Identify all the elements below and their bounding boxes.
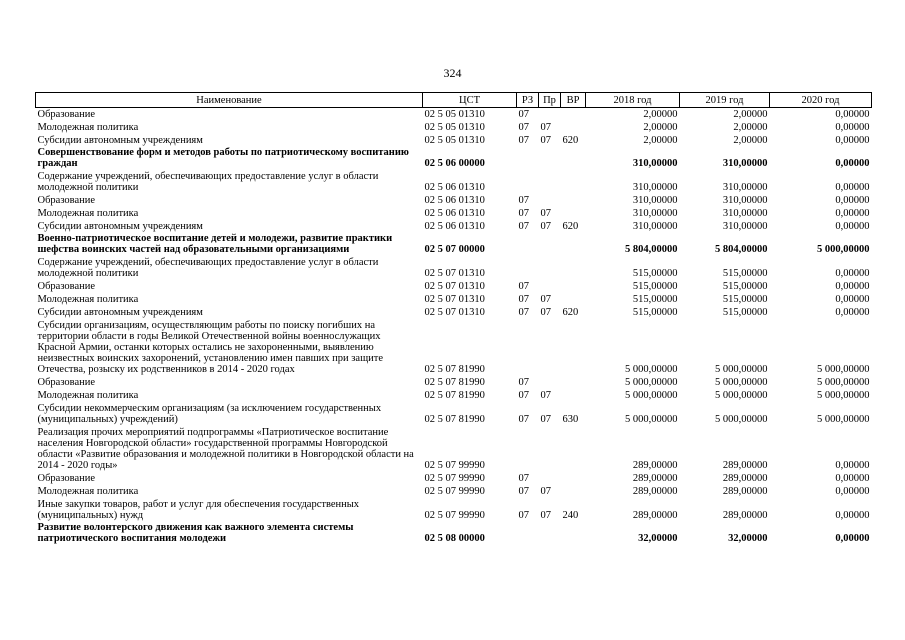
cell-rz: 07	[518, 135, 529, 146]
cell-2020: 0,00000	[835, 122, 870, 133]
cell-vr	[561, 108, 586, 122]
cell-cst: 02 5 06 01310	[424, 182, 485, 193]
table-row	[36, 121, 872, 134]
cell-rz: 07	[518, 473, 529, 484]
cell-2018: 5 000,00000	[625, 364, 678, 375]
cell-rz: 07	[518, 294, 529, 305]
cell-pr	[539, 108, 561, 122]
cell-pr: 07	[540, 135, 551, 146]
cell-rz	[517, 170, 539, 194]
cell-vr	[561, 256, 586, 280]
cell-cst: 02 5 07 01310	[424, 294, 485, 305]
cell-2018: 5 804,00000	[625, 244, 678, 255]
cell-cst: 02 5 07 99990	[424, 510, 485, 521]
cell-rz: 07	[518, 510, 529, 521]
cell-2020: 0,00000	[835, 268, 870, 279]
cell-cst: 02 5 08 00000	[424, 533, 485, 544]
cell-2020: 5 000,00000	[817, 364, 870, 375]
cell-name: Молодежная политика	[37, 208, 139, 219]
cell-2019: 2,00000	[733, 122, 768, 133]
cell-name: Молодежная политика	[37, 122, 139, 133]
cell-cst: 02 5 07 01310	[424, 307, 485, 318]
cell-cst: 02 5 07 99990	[424, 486, 485, 497]
cell-name: Развитие волонтерского движения как важного элемента системы патриотического воспитания молодежи	[37, 522, 354, 544]
cell-name: Реализация прочих мероприятий подпрограммы «Патриотическое воспитание населения Новгородской области» государственной программы Новгородской области «Развитие образования и молодежной политики в Новгородской области на 2014 - 2020 годы»	[37, 427, 414, 471]
cell-cst: 02 5 06 01310	[424, 221, 485, 232]
table-row	[36, 134, 872, 147]
cell-pr: 07	[540, 510, 551, 521]
cell-2020: 0,00000	[835, 158, 870, 169]
cell-cst: 02 5 05 01310	[424, 109, 485, 120]
cell-name: Содержание учреждений, обеспечивающих предоставление услуг в области молодежной политики	[37, 171, 379, 193]
cell-vr	[561, 121, 586, 134]
cell-2018: 310,00000	[632, 208, 678, 219]
cell-pr: 07	[540, 221, 551, 232]
cell-2020: 0,00000	[835, 135, 870, 146]
cell-2020: 0,00000	[835, 473, 870, 484]
cell-pr: 07	[540, 414, 551, 425]
cell-2020: 0,00000	[835, 460, 870, 471]
header-rz: РЗ	[517, 93, 539, 108]
cell-name: Иные закупки товаров, работ и услуг для обеспечения государственных (муниципальных) нужд	[37, 499, 360, 521]
cell-pr	[539, 522, 561, 545]
cell-2020: 0,00000	[835, 182, 870, 193]
table-row	[36, 306, 872, 319]
cell-rz: 07	[518, 414, 529, 425]
cell-pr	[539, 426, 561, 472]
cell-rz: 07	[518, 281, 529, 292]
cell-2020: 0,00000	[835, 510, 870, 521]
cell-2020: 0,00000	[835, 281, 870, 292]
cell-rz: 07	[518, 307, 529, 318]
cell-rz	[517, 522, 539, 545]
header-name: Наименование	[36, 93, 423, 108]
cell-2019: 310,00000	[722, 158, 768, 169]
cell-vr	[561, 293, 586, 306]
cell-rz: 07	[518, 390, 529, 401]
cell-name: Молодежная политика	[37, 294, 139, 305]
cell-2018: 289,00000	[632, 473, 678, 484]
cell-vr	[561, 485, 586, 498]
cell-vr	[561, 389, 586, 402]
table-row	[36, 498, 872, 522]
cell-pr: 07	[540, 122, 551, 133]
cell-vr: 240	[562, 510, 579, 521]
header-cst: ЦСТ	[423, 93, 517, 108]
cell-cst: 02 5 06 01310	[424, 195, 485, 206]
cell-rz: 07	[518, 122, 529, 133]
table-row	[36, 389, 872, 402]
cell-rz	[517, 426, 539, 472]
cell-name: Образование	[37, 109, 96, 120]
cell-name: Образование	[37, 473, 96, 484]
cell-vr: 620	[562, 307, 579, 318]
cell-2019: 32,00000	[728, 533, 768, 544]
cell-2020: 0,00000	[835, 221, 870, 232]
cell-2019: 5 000,00000	[715, 364, 768, 375]
cell-rz: 07	[518, 221, 529, 232]
cell-vr	[561, 233, 586, 256]
cell-2020: 5 000,00000	[817, 414, 870, 425]
cell-vr	[561, 194, 586, 207]
scan-marks	[0, 630, 905, 638]
cell-name: Образование	[37, 377, 96, 388]
cell-name: Образование	[37, 195, 96, 206]
cell-vr: 620	[562, 135, 579, 146]
cell-pr	[539, 280, 561, 293]
cell-cst: 02 5 07 81990	[424, 390, 485, 401]
cell-2018: 2,00000	[643, 109, 678, 120]
cell-pr: 07	[540, 486, 551, 497]
cell-2018: 515,00000	[632, 281, 678, 292]
cell-2018: 289,00000	[632, 510, 678, 521]
cell-cst: 02 5 05 01310	[424, 135, 485, 146]
cell-2018: 32,00000	[638, 533, 678, 544]
table-row	[36, 402, 872, 426]
cell-2019: 310,00000	[722, 221, 768, 232]
cell-2018: 310,00000	[632, 182, 678, 193]
cell-name: Субсидии организациям, осуществляющим работы по поиску погибших на территории области в годы Великой Отечественной войны военнослужащих Красной Армии, останки которых остались не захороненными, выявлению неизвестных воинских захоронений, установлению имен павших при защите Отечества, розыску их родственников в 2014 - 2020 годах	[37, 320, 384, 375]
cell-2019: 289,00000	[722, 473, 768, 484]
cell-2019: 515,00000	[722, 307, 768, 318]
table-row	[36, 108, 872, 122]
cell-vr	[561, 426, 586, 472]
header-2018: 2018 год	[586, 93, 680, 108]
cell-2019: 515,00000	[722, 281, 768, 292]
cell-cst: 02 5 07 81990	[424, 414, 485, 425]
cell-vr	[561, 522, 586, 545]
cell-2019: 515,00000	[722, 268, 768, 279]
table-row	[36, 319, 872, 376]
cell-pr	[539, 147, 561, 170]
cell-rz: 07	[518, 109, 529, 120]
table-row	[36, 256, 872, 280]
cell-2018: 2,00000	[643, 135, 678, 146]
cell-2018: 515,00000	[632, 294, 678, 305]
page-number: 324	[443, 66, 462, 80]
cell-cst: 02 5 06 00000	[424, 158, 485, 169]
cell-vr	[561, 319, 586, 376]
cell-pr: 07	[540, 390, 551, 401]
header-2020: 2020 год	[770, 93, 872, 108]
table-row	[36, 233, 872, 256]
cell-2019: 289,00000	[722, 486, 768, 497]
cell-rz: 07	[518, 377, 529, 388]
cell-rz	[517, 233, 539, 256]
cell-2020: 0,00000	[835, 533, 870, 544]
cell-2018: 310,00000	[632, 221, 678, 232]
cell-cst: 02 5 07 99990	[424, 460, 485, 471]
cell-2020: 0,00000	[835, 486, 870, 497]
cell-2018: 515,00000	[632, 307, 678, 318]
cell-rz: 07	[518, 208, 529, 219]
cell-pr	[539, 256, 561, 280]
cell-2019: 2,00000	[733, 135, 768, 146]
table-row	[36, 220, 872, 233]
table-row	[36, 485, 872, 498]
cell-name: Совершенствование форм и методов работы по патриотическому воспитанию граждан	[37, 147, 409, 169]
cell-pr	[539, 376, 561, 389]
cell-cst: 02 5 07 99990	[424, 473, 485, 484]
table-row	[36, 522, 872, 545]
cell-2020: 5 000,00000	[817, 390, 870, 401]
cell-2019: 289,00000	[722, 510, 768, 521]
cell-name: Содержание учреждений, обеспечивающих предоставление услуг в области молодежной политики	[37, 257, 379, 279]
cell-name: Молодежная политика	[37, 390, 139, 401]
cell-2019: 310,00000	[722, 208, 768, 219]
cell-pr: 07	[540, 208, 551, 219]
cell-rz	[517, 147, 539, 170]
cell-pr	[539, 194, 561, 207]
cell-2019: 310,00000	[722, 182, 768, 193]
cell-2019: 289,00000	[722, 460, 768, 471]
cell-cst: 02 5 07 00000	[424, 244, 485, 255]
cell-2018: 289,00000	[632, 460, 678, 471]
cell-pr: 07	[540, 294, 551, 305]
cell-2018: 515,00000	[632, 268, 678, 279]
header-pr: Пр	[539, 93, 561, 108]
cell-2019: 5 000,00000	[715, 390, 768, 401]
budget-table	[35, 92, 872, 545]
cell-2020: 0,00000	[835, 294, 870, 305]
cell-pr	[539, 233, 561, 256]
cell-2019: 515,00000	[722, 294, 768, 305]
cell-rz	[517, 319, 539, 376]
cell-name: Субсидии некоммерческим организациям (за исключением государственных (муниципальных) учреждений)	[37, 403, 382, 425]
cell-vr	[561, 207, 586, 220]
cell-2019: 2,00000	[733, 109, 768, 120]
table-row	[36, 472, 872, 485]
cell-pr: 07	[540, 307, 551, 318]
cell-2020: 5 000,00000	[817, 377, 870, 388]
cell-name: Военно-патриотическое воспитание детей и молодежи, развитие практики шефства воинских частей над образовательными организациями	[37, 233, 393, 255]
cell-2019: 5 000,00000	[715, 414, 768, 425]
cell-2020: 0,00000	[835, 208, 870, 219]
table-row	[36, 207, 872, 220]
cell-vr: 630	[562, 414, 579, 425]
cell-vr	[561, 376, 586, 389]
cell-2019: 5 000,00000	[715, 377, 768, 388]
table-row	[36, 147, 872, 170]
cell-cst: 02 5 07 81990	[424, 377, 485, 388]
cell-cst: 02 5 07 01310	[424, 268, 485, 279]
cell-2019: 310,00000	[722, 195, 768, 206]
table-row	[36, 170, 872, 194]
table-row	[36, 280, 872, 293]
cell-pr	[539, 319, 561, 376]
cell-vr	[561, 170, 586, 194]
header-2019: 2019 год	[680, 93, 770, 108]
table-body	[36, 108, 872, 546]
cell-vr	[561, 472, 586, 485]
cell-vr	[561, 280, 586, 293]
cell-rz: 07	[518, 486, 529, 497]
cell-cst: 02 5 06 01310	[424, 208, 485, 219]
cell-cst: 02 5 07 01310	[424, 281, 485, 292]
cell-2018: 5 000,00000	[625, 390, 678, 401]
cell-pr	[539, 472, 561, 485]
table-row	[36, 293, 872, 306]
table-row	[36, 426, 872, 472]
cell-name: Субсидии автономным учреждениям	[37, 307, 203, 318]
cell-vr	[561, 147, 586, 170]
cell-2018: 5 000,00000	[625, 414, 678, 425]
cell-2018: 310,00000	[632, 195, 678, 206]
header-vr: ВР	[561, 93, 586, 108]
cell-name: Субсидии автономным учреждениям	[37, 221, 203, 232]
cell-vr: 620	[562, 221, 579, 232]
cell-2020: 5 000,00000	[817, 244, 870, 255]
cell-rz: 07	[518, 195, 529, 206]
cell-2018: 310,00000	[632, 158, 678, 169]
cell-2020: 0,00000	[835, 195, 870, 206]
table-header-row	[36, 93, 872, 108]
cell-2020: 0,00000	[835, 307, 870, 318]
cell-cst: 02 5 05 01310	[424, 122, 485, 133]
cell-name: Образование	[37, 281, 96, 292]
cell-2018: 2,00000	[643, 122, 678, 133]
table-row	[36, 376, 872, 389]
cell-2018: 289,00000	[632, 486, 678, 497]
cell-2018: 5 000,00000	[625, 377, 678, 388]
cell-name: Молодежная политика	[37, 486, 139, 497]
cell-rz	[517, 256, 539, 280]
cell-2020: 0,00000	[835, 109, 870, 120]
cell-name: Субсидии автономным учреждениям	[37, 135, 203, 146]
cell-2019: 5 804,00000	[715, 244, 768, 255]
table-row	[36, 194, 872, 207]
cell-cst: 02 5 07 81990	[424, 364, 485, 375]
cell-pr	[539, 170, 561, 194]
